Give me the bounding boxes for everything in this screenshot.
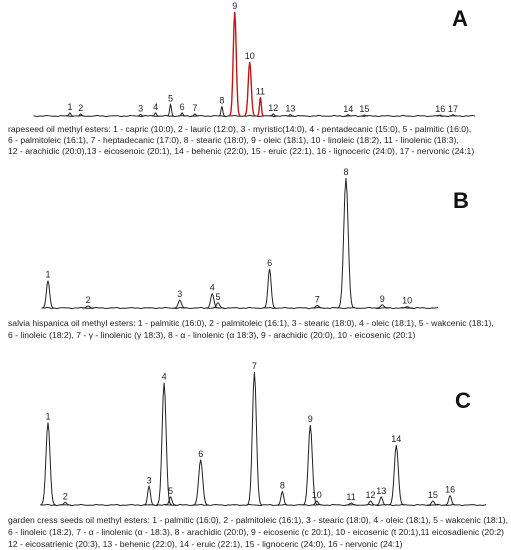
panel-a-peak-12 xyxy=(270,114,277,116)
panel-c-peak-3 xyxy=(143,486,154,505)
panel-a-peak-9 xyxy=(229,12,241,116)
panel-b-caption-line-2: 6 - linoleic (18:2), 7 - γ - linolenic (γ 18:3), 8 - α - linolenic (α 18:3), 9 - arachidic (20:0), 10 - eicosenic (20:1) xyxy=(8,330,416,340)
panel-b-peak-label-5: 5 xyxy=(215,291,221,302)
panel-c-peak-13 xyxy=(376,497,387,505)
panel-b-peak-label-7: 7 xyxy=(314,294,320,305)
panel-b-peak-5 xyxy=(212,303,225,308)
panel-c-peak-6 xyxy=(193,460,209,505)
panel-b-peak-1 xyxy=(42,281,55,308)
panel-a-peak-label-5: 5 xyxy=(167,93,174,104)
panel-b-peak-label-1: 1 xyxy=(45,269,51,280)
panel-b-peak-label-4: 4 xyxy=(209,282,215,293)
panel-c-peak-label-12: 12 xyxy=(365,490,376,500)
panel-c-peak-label-7: 7 xyxy=(251,361,257,371)
panel-b-peak-2 xyxy=(82,306,95,308)
panel-a-peak-11 xyxy=(257,97,264,116)
panel-a-peak-label-9: 9 xyxy=(232,1,238,11)
panel-a-peak-5 xyxy=(167,105,174,116)
panel-c xyxy=(8,361,508,549)
panel-c-peak-label-10: 10 xyxy=(311,490,322,500)
panel-c-peak-7 xyxy=(246,372,262,505)
panel-a-peak-8 xyxy=(218,107,225,116)
panel-c-peak-label-6: 6 xyxy=(198,448,204,459)
panel-a-peak-label-2: 2 xyxy=(78,102,84,113)
panel-a-peak-label-12: 12 xyxy=(268,102,279,113)
panel-a-peak-10 xyxy=(244,62,256,116)
panel-a-peak-3 xyxy=(137,114,144,116)
panel-c-peak-label-13: 13 xyxy=(376,486,387,496)
panel-a-peak-label-15: 15 xyxy=(359,104,370,114)
panel-c-peak-label-8: 8 xyxy=(279,480,285,491)
panel-c-peak-15 xyxy=(427,501,438,505)
panel-c-peak-label-5: 5 xyxy=(167,486,174,496)
panel-a-peak-label-8: 8 xyxy=(219,95,225,106)
panel-a-caption-line-3: 12 - arachidic (20:0),13 - eicosenoic (20:1), 14 - behenic (22:0), 15 - eruic (22:1), 16 - lignoceric (24:0), 17 - nervonic (24:1) xyxy=(8,146,475,156)
panel-a-caption-line-2: 6 - palmitoleic (16:1), 7 - heptadecanic (17:0), 8 - stearic (18:0), 9 - oleic (18:1), 10 - linoleic (18:2), 11 - linolenic (18:3), xyxy=(8,135,459,145)
panel-b-peak-label-9: 9 xyxy=(379,293,385,304)
panel-c-baseline xyxy=(42,504,486,505)
panel-b-peak-8 xyxy=(337,178,355,308)
panel-a xyxy=(8,1,475,156)
panel-c-peak-8 xyxy=(277,492,288,505)
panel-b-peak-label-3: 3 xyxy=(177,289,183,300)
panel-c-peak-label-11: 11 xyxy=(346,492,356,502)
panel-a-peak-label-17: 17 xyxy=(447,103,459,114)
panel-a-peak-label-10: 10 xyxy=(244,50,255,61)
panel-c-peak-label-1: 1 xyxy=(45,411,51,422)
panel-b-peak-label-2: 2 xyxy=(85,295,91,306)
panel-c-peak-label-16: 16 xyxy=(445,484,456,495)
panel-c-peak-label-14: 14 xyxy=(391,434,402,445)
panel-a-peak-label-1: 1 xyxy=(67,101,73,112)
panel-b-peak-label-10: 10 xyxy=(402,295,413,306)
panel-c-peak-label-9: 9 xyxy=(307,414,313,425)
panel-c-caption-line-3: 12 - eicosatrienic (20:3), 13 - behenic (22:0), 14 - eruic (22:1), 15 - lignoceric (24:0), 16 - nervonic (24:1) xyxy=(8,539,403,549)
panel-a-peak-label-4: 4 xyxy=(153,101,159,112)
panel-c-peak-label-2: 2 xyxy=(62,491,68,502)
panel-a-peak-label-7: 7 xyxy=(192,102,198,113)
panel-c-peaks xyxy=(40,361,456,505)
panel-b-peak-3 xyxy=(173,300,186,308)
panel-c-peak-label-4: 4 xyxy=(161,371,167,382)
panel-c-peak-label-3: 3 xyxy=(146,475,152,486)
panel-a-peak-label-6: 6 xyxy=(179,101,185,112)
panel-a-peak-label-3: 3 xyxy=(138,103,144,114)
panel-c-letter: C xyxy=(455,388,471,413)
panel-a-peaks xyxy=(66,1,458,116)
panel-c-peak-label-15: 15 xyxy=(427,490,438,500)
panel-c-caption-line-1: garden cress seeds oil methyl esters: 1 - palmitic (16:0), 2 - palmitoleic (16:1), 3 - stearic (18:0), 4 - oleic (18:1), 5 - wakcenic (18:1), xyxy=(8,515,509,525)
panel-a-peak-label-14: 14 xyxy=(343,103,354,114)
panel-b-letter: B xyxy=(453,188,469,213)
panel-b-peak-label-6: 6 xyxy=(267,258,273,268)
panel-b xyxy=(8,167,494,340)
panel-a-peak-label-11: 11 xyxy=(255,86,266,97)
panel-a-peak-4 xyxy=(152,113,159,116)
panel-b-peak-6 xyxy=(263,269,276,308)
panel-a-peak-1 xyxy=(66,113,73,116)
panel-c-caption-line-2: 6 - linoleic (18:2), 7 - α - linolenic (α - 18:3), 8 - arachidic (20:0), 9 - eicosenic (c 20:1), 10 - eicosenic (t 20:1),11 eicosadienic (20:2) xyxy=(8,527,505,537)
panel-a-peak-label-16: 16 xyxy=(435,104,446,114)
panel-b-caption-line-1: salvia hispanica oil methyl esters: 1 - palmitic (16:0), 2 - palmitoleic (16:1), 3 - stearic (18:0), 4 - oleic (18:1), 5 - wakcenic (18:1), xyxy=(8,318,494,328)
panel-c-baseline-trace xyxy=(42,504,486,505)
panel-a-peak-label-13: 13 xyxy=(285,103,296,114)
panel-c-peak-1 xyxy=(40,423,56,505)
panel-c-peak-16 xyxy=(444,496,455,505)
panel-b-peaks xyxy=(42,167,414,308)
panel-a-caption-line-1: rapeseed oil methyl esters: 1 - capric (10:0), 2 - lauric (12:0), 3 - myristic(14:0), 4 - pentadecanic (15:0), 5 - palmitic (16:0), xyxy=(8,124,472,134)
panel-b-peak-label-8: 8 xyxy=(343,167,349,177)
panel-c-peak-14 xyxy=(388,445,404,505)
panel-a-letter: A xyxy=(452,6,468,31)
